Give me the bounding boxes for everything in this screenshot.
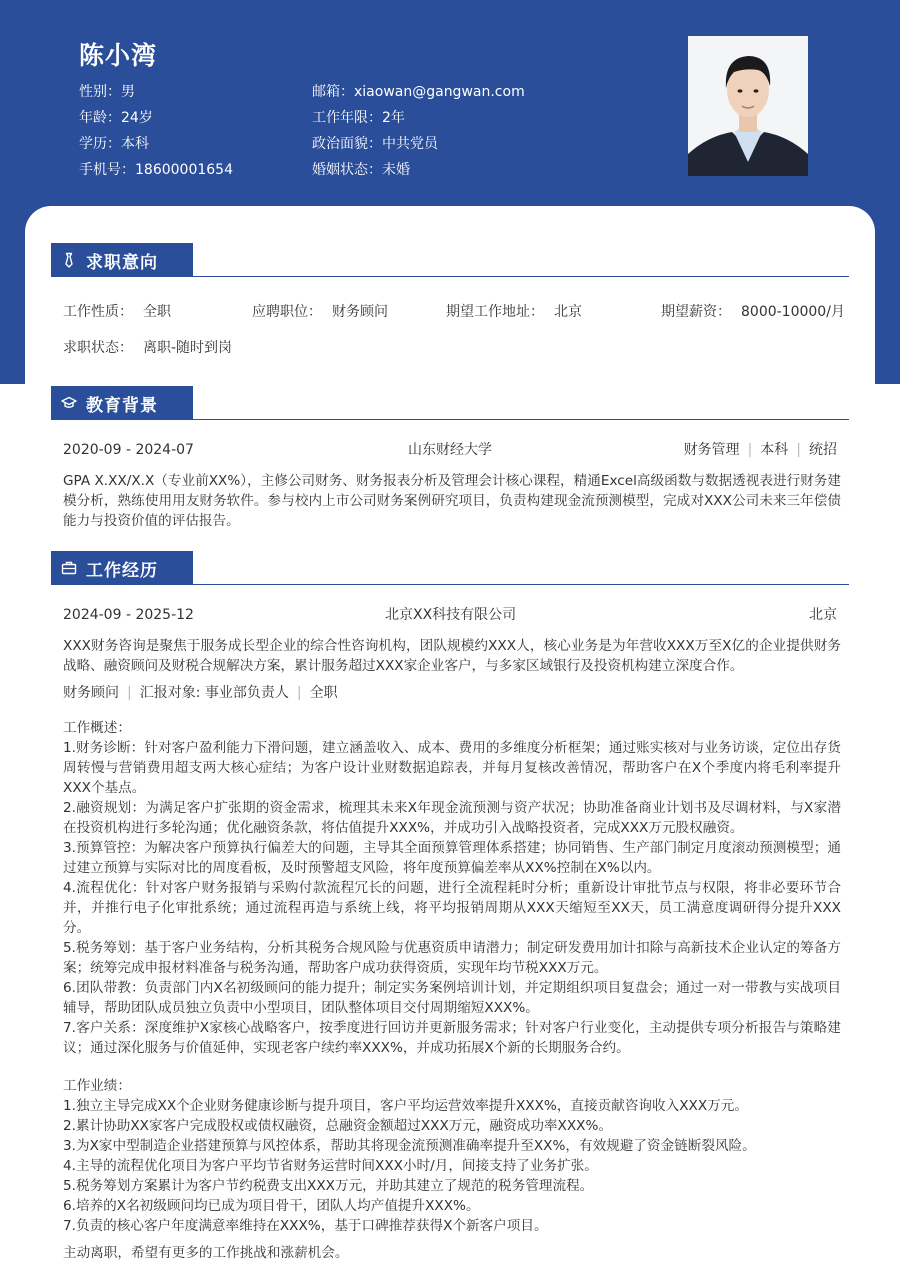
education-description: GPA X.XX/X.X（专业前XX%），主修公司财务、财务报表分析及管理会计核心课程，精通Excel高级函数与数据透视表进行财务建模分析，熟练使用用友财务软件。参与校内上市公司财务案例研究项目，负责构建现金流预测模型，完成对XXX公司未来三年偿债能力与投资价值的评估报告。: [63, 473, 841, 529]
info-gender: 性别：男: [79, 84, 135, 100]
work-overview: [63, 718, 841, 1058]
info-work-years: 工作年限：2年: [312, 110, 405, 126]
list-item: 1.独立主导完成XX个企业财务健康诊断与提升项目，客户平均运营效率提升XXX%，直接贡献咨询收入XXX万元。: [63, 1098, 748, 1114]
list-item: 5.税务筹划方案累计为客户节约税费支出XXX万元，并助其建立了规范的税务管理流程。: [63, 1178, 594, 1194]
info-marital: 婚姻状态：未婚: [312, 162, 410, 178]
work-company: 北京XX科技有限公司: [385, 607, 517, 623]
list-item: 6.培养的X名初级顾问均已成为项目骨干，团队人均产值提升XXX%。: [63, 1198, 480, 1214]
section-tab-job-intent: [51, 243, 193, 277]
info-education: 学历：本科: [79, 136, 149, 152]
work-job-type: 全职: [309, 685, 338, 701]
avatar: [688, 36, 808, 176]
list-item: 4.主导的流程优化项目为客户平均节省财务运营时间XXX小时/月，间接支持了业务扩张。: [63, 1158, 598, 1174]
section-work: [51, 551, 849, 585]
section-tab-work: [51, 551, 193, 585]
list-item: 7.负责的核心客户年度满意率维持在XXX%，基于口碑推荐获得X个新客户项目。: [63, 1218, 548, 1234]
work-achievements: [63, 1076, 841, 1236]
section-title: 求职意向: [86, 252, 158, 273]
education-meta: 财务管理 | 本科 | 统招: [683, 442, 837, 458]
work-period: 2024-09 - 2025-12: [63, 607, 194, 623]
work-overview-title: 工作概述：: [63, 720, 131, 736]
list-item: 2.融资规划：为满足客户扩张期的资金需求，梳理其未来X年现金流预测与资产状况；协助准备商业计划书及尽调材料，与X家潜在投资机构进行多轮沟通；优化融资条款，将估值提升XXX%，并成功引入战略投资者，完成XXX万元股权融资。: [63, 800, 841, 836]
list-item: 3.为X家中型制造企业搭建预算与风控体系，帮助其将现金流预测准确率提升至XX%，有效规避了资金链断裂风险。: [63, 1138, 756, 1154]
work-role: 财务顾问: [63, 685, 119, 701]
work-company-intro: XXX财务咨询是聚焦于服务成长型企业的综合性咨询机构，团队规模约XXX人，核心业务是为年营收XXX万至X亿的企业提供财务战略、融资顾问及财税合规解决方案，累计服务超过XXX家企业客户，与多家区域银行及投资机构建立深度合作。: [63, 638, 841, 674]
list-item: 7.客户关系：深度维护X家核心战略客户，按季度进行回访并更新服务需求；针对客户行业变化，主动提供专项分析报告与策略建议；通过深化服务与价值延伸，实现老客户续约率XXX%，并成功拓展X个新的长期服务合约。: [63, 1020, 841, 1056]
education-degree: 本科: [760, 442, 789, 458]
work-leave-reason: 主动离职，希望有更多的工作挑战和涨薪机会。: [63, 1245, 349, 1261]
info-phone: 手机号：18600001654: [79, 162, 233, 178]
education-school: 山东财经大学: [408, 442, 492, 458]
section-title: 教育背景: [86, 395, 158, 416]
section-tab-education: [51, 386, 193, 420]
info-age: 年龄：24岁: [79, 110, 153, 126]
list-item: 5.税务筹划：基于客户业务结构，分析其税务合规风险与优惠资质申请潜力；制定研发费用加计扣除与高新技术企业认定的筹备方案；统筹完成申报材料准备与税务沟通，帮助客户成功获得资质，实现年均节税XXX万元。: [63, 940, 841, 976]
education-period: 2020-09 - 2024-07: [63, 442, 194, 458]
intent-work-type: 工作性质： 全职: [63, 304, 171, 320]
section-title: 工作经历: [86, 560, 158, 581]
work-achievements-title: 工作业绩：: [63, 1078, 131, 1094]
education-major: 财务管理: [683, 442, 740, 458]
section-education: [51, 386, 849, 420]
info-email: 邮箱：xiaowan@gangwan.com: [312, 84, 525, 100]
intent-position: 应聘职位： 财务顾问: [252, 304, 388, 320]
list-item: 2.累计协助XX家客户完成股权或债权融资，总融资金额超过XXX万元，融资成功率XXX%。: [63, 1118, 612, 1134]
intent-status: 求职状态： 离职-随时到岗: [63, 340, 233, 356]
intent-salary: 期望薪资： 8000-10000/月: [661, 304, 845, 320]
intent-location: 期望工作地址： 北京: [446, 304, 582, 320]
work-role-meta: 财务顾问 | 汇报对象: 事业部负责人 | 全职: [63, 685, 338, 701]
info-political: 政治面貌：中共党员: [312, 136, 438, 152]
graduation-cap-icon: [61, 395, 77, 411]
tie-icon: [61, 252, 77, 268]
work-city: 北京: [809, 607, 837, 623]
list-item: 3.预算管控：为解决客户预算执行偏差大的问题，主导其全面预算管理体系搭建；协同销售、生产部门制定月度滚动预测模型；通过建立预算与实际对比的周度看板，及时预警超支风险，将年度预算偏差率从XX%控制在X%以内。: [63, 840, 841, 876]
list-item: 1.财务诊断：针对客户盈利能力下滑问题，建立涵盖收入、成本、费用的多维度分析框架；通过账实核对与业务访谈，定位出存货周转慢与营销费用超支两大核心症结；为客户设计业财数据追踪表，并每月复核改善情况，帮助客户在X个季度内将毛利率提升XXX个基点。: [63, 740, 841, 796]
list-item: 4.流程优化：针对客户财务报销与采购付款流程冗长的问题，进行全流程耗时分析；重新设计审批节点与权限，将非必要环节合并，并推行电子化审批系统；通过流程再造与系统上线，将平均报销周期从XXX天缩短至XX天，员工满意度调研得分提升XXX分。: [63, 880, 841, 936]
briefcase-icon: [61, 560, 77, 576]
education-type: 统招: [809, 442, 837, 458]
candidate-name: 陈小湾: [79, 41, 158, 70]
list-item: 6.团队带教：负责部门内X名初级顾问的能力提升；制定实务案例培训计划，并定期组织项目复盘会；通过一对一带教与实战项目辅导，帮助团队成员独立负责中小型项目，团队整体项目交付周期缩短XXX%。: [63, 980, 841, 1016]
section-job-intent: [51, 243, 849, 277]
avatar-portrait-icon: [688, 36, 808, 176]
work-report-to: 汇报对象: 事业部负责人: [139, 685, 289, 701]
resume-header: [0, 0, 900, 205]
